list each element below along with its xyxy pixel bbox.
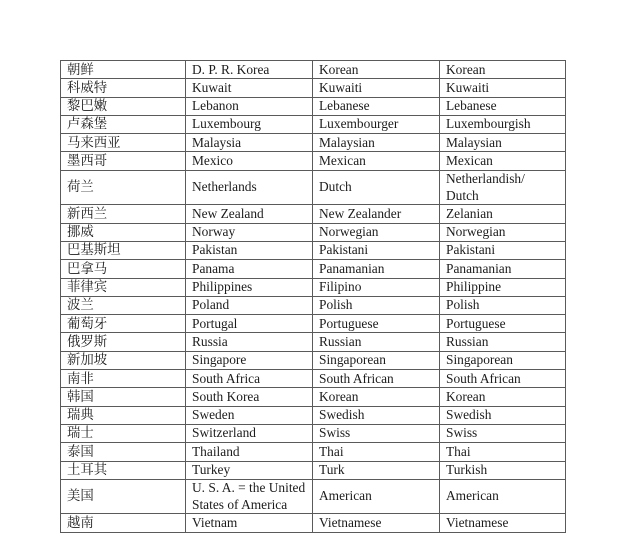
table-row — [61, 115, 566, 133]
table-row — [61, 170, 566, 205]
table-cell: Philippines — [186, 278, 313, 296]
table-row — [61, 443, 566, 461]
table-cell: Vietnamese — [440, 514, 566, 532]
table-cell: South African — [440, 370, 566, 388]
table-cell: Panama — [186, 260, 313, 278]
table-cell: 波兰 — [61, 296, 186, 314]
table-cell: Zelanian — [440, 205, 566, 223]
table-row — [61, 134, 566, 152]
table-cell: 荷兰 — [61, 170, 186, 205]
table-cell: Portugal — [186, 315, 313, 333]
table-cell: 巴基斯坦 — [61, 241, 186, 259]
table-row — [61, 351, 566, 369]
table-cell: Netherlands — [186, 170, 313, 205]
table-cell: 土耳其 — [61, 461, 186, 479]
table-cell: Singaporean — [313, 351, 440, 369]
table-cell: 新西兰 — [61, 205, 186, 223]
table-cell: 巴拿马 — [61, 260, 186, 278]
table-row — [61, 406, 566, 424]
table-cell: Portuguese — [313, 315, 440, 333]
table-cell: Turk — [313, 461, 440, 479]
table-cell: Mexican — [313, 152, 440, 170]
table-cell: Turkish — [440, 461, 566, 479]
table-cell: Netherlandish/ Dutch — [440, 170, 566, 205]
table-cell: Dutch — [313, 170, 440, 205]
table-cell: Kuwaiti — [313, 79, 440, 97]
table-cell: Pakistan — [186, 241, 313, 259]
countries-nationalities-table — [60, 60, 566, 533]
table-cell: 瑞典 — [61, 406, 186, 424]
table-cell: Swedish — [440, 406, 566, 424]
table-cell: Korean — [313, 388, 440, 406]
table-cell: Portuguese — [440, 315, 566, 333]
table-cell: Malaysia — [186, 134, 313, 152]
table-cell: 新加坡 — [61, 351, 186, 369]
table-cell: Norwegian — [440, 223, 566, 241]
table-cell: Korean — [440, 388, 566, 406]
table-cell: Panamanian — [440, 260, 566, 278]
table-cell: Panamanian — [313, 260, 440, 278]
table-cell: 科威特 — [61, 79, 186, 97]
table-cell: Norway — [186, 223, 313, 241]
table-row — [61, 461, 566, 479]
table-row — [61, 61, 566, 79]
table-cell: Poland — [186, 296, 313, 314]
table-cell: Philippine — [440, 278, 566, 296]
table-row — [61, 424, 566, 442]
table-cell: Pakistani — [313, 241, 440, 259]
table-cell: Russian — [440, 333, 566, 351]
table-cell: 葡萄牙 — [61, 315, 186, 333]
table-cell: American — [313, 479, 440, 514]
table-cell: 瑞士 — [61, 424, 186, 442]
table-cell: Luxembourger — [313, 115, 440, 133]
table-cell: Mexican — [440, 152, 566, 170]
table-cell: Lebanese — [440, 97, 566, 115]
table-cell: 泰国 — [61, 443, 186, 461]
table-cell: Switzerland — [186, 424, 313, 442]
table-row — [61, 205, 566, 223]
table-cell: 韩国 — [61, 388, 186, 406]
table-row — [61, 514, 566, 532]
table-cell: Thailand — [186, 443, 313, 461]
table-cell: South African — [313, 370, 440, 388]
table-cell: Kuwait — [186, 79, 313, 97]
table-cell: Turkey — [186, 461, 313, 479]
table-cell: 朝鲜 — [61, 61, 186, 79]
table-cell: 墨西哥 — [61, 152, 186, 170]
table-cell: 南非 — [61, 370, 186, 388]
table-cell: 美国 — [61, 479, 186, 514]
table-cell: Vietnam — [186, 514, 313, 532]
table-cell: Polish — [440, 296, 566, 314]
table-cell: Polish — [313, 296, 440, 314]
table-cell: Filipino — [313, 278, 440, 296]
table-cell: Thai — [440, 443, 566, 461]
table-cell: American — [440, 479, 566, 514]
table-cell: South Africa — [186, 370, 313, 388]
table-cell: Norwegian — [313, 223, 440, 241]
table-row — [61, 296, 566, 314]
table-row — [61, 370, 566, 388]
table-cell: 挪威 — [61, 223, 186, 241]
table-row — [61, 241, 566, 259]
table-cell: Swiss — [313, 424, 440, 442]
table-cell: Mexico — [186, 152, 313, 170]
table-cell: 俄罗斯 — [61, 333, 186, 351]
table-cell: Russia — [186, 333, 313, 351]
table-cell: South Korea — [186, 388, 313, 406]
table-row — [61, 479, 566, 514]
table-cell: Swedish — [313, 406, 440, 424]
table-cell: 卢森堡 — [61, 115, 186, 133]
table-cell: Luxembourg — [186, 115, 313, 133]
table-cell: Luxembourgish — [440, 115, 566, 133]
table-cell: 越南 — [61, 514, 186, 532]
table-cell: New Zealander — [313, 205, 440, 223]
table-cell: Pakistani — [440, 241, 566, 259]
table-cell: Sweden — [186, 406, 313, 424]
table-row — [61, 388, 566, 406]
table-row — [61, 333, 566, 351]
table-cell: Malaysian — [440, 134, 566, 152]
table-cell: D. P. R. Korea — [186, 61, 313, 79]
table-cell: New Zealand — [186, 205, 313, 223]
table-row — [61, 97, 566, 115]
table-cell: Lebanon — [186, 97, 313, 115]
table-cell: Lebanese — [313, 97, 440, 115]
table-cell: Vietnamese — [313, 514, 440, 532]
table-cell: Malaysian — [313, 134, 440, 152]
table-cell: Thai — [313, 443, 440, 461]
table-cell: 菲律宾 — [61, 278, 186, 296]
table-cell: 马来西亚 — [61, 134, 186, 152]
table-row — [61, 152, 566, 170]
table-cell: Kuwaiti — [440, 79, 566, 97]
table-cell: Swiss — [440, 424, 566, 442]
table-cell: Singaporean — [440, 351, 566, 369]
table-cell: Korean — [440, 61, 566, 79]
table-cell: Russian — [313, 333, 440, 351]
table-cell: U. S. A. = the United States of America — [186, 479, 313, 514]
table-cell: Singapore — [186, 351, 313, 369]
table-row — [61, 315, 566, 333]
table-row — [61, 260, 566, 278]
table-cell: 黎巴嫩 — [61, 97, 186, 115]
table-row — [61, 278, 566, 296]
table-cell: Korean — [313, 61, 440, 79]
table-row — [61, 79, 566, 97]
table-row — [61, 223, 566, 241]
